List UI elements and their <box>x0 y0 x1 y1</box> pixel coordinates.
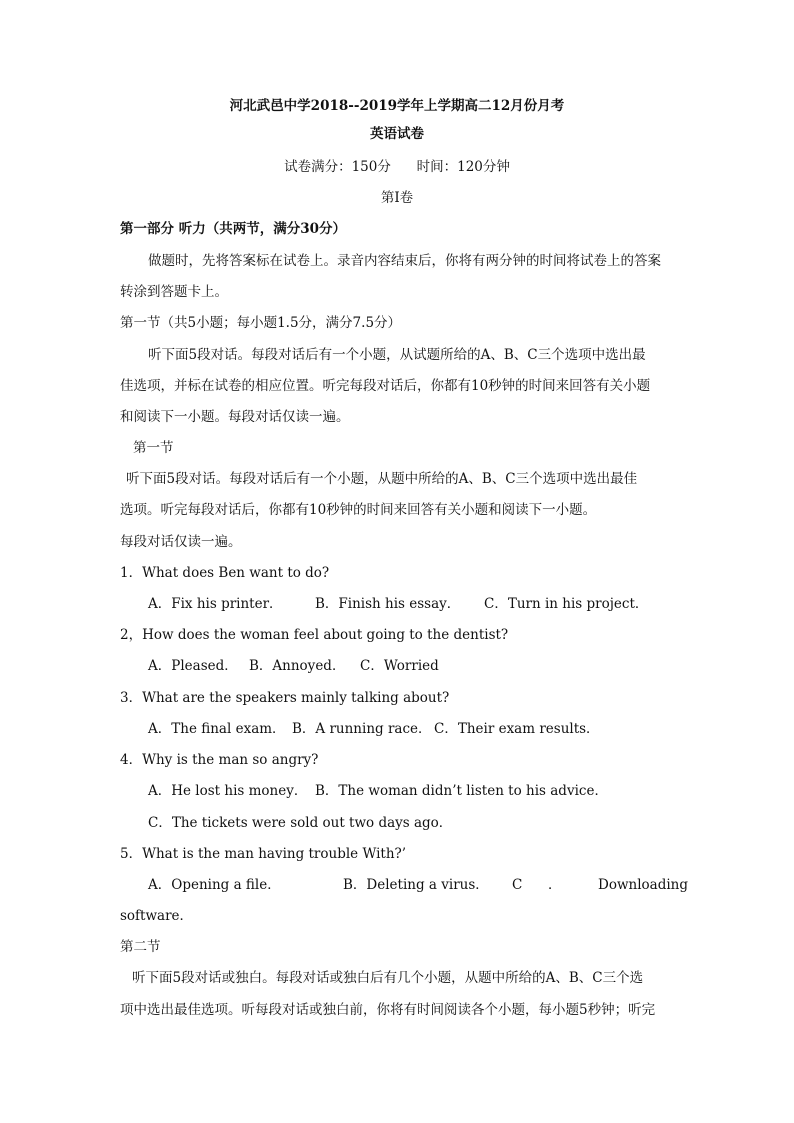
question-4-stem: 4．Why is the man so angry? <box>120 752 319 768</box>
question-5-option-c-letter: C <box>512 877 523 893</box>
question-3-option-a: A．The final exam． <box>148 721 286 737</box>
question-2-option-c: C．Worried <box>360 658 439 674</box>
score-time-line: 试卷满分：150分 时间：120分钟 <box>284 159 510 175</box>
question-4-option-a: A．He lost his money． <box>148 783 308 799</box>
volume-label: 第I卷 <box>380 190 414 206</box>
section1-heading: 第一节（共5小题；每小题1.5分，满分7.5分） <box>120 315 402 331</box>
question-5-option-a: A．Opening a file． <box>148 877 281 893</box>
part1-heading: 第一部分 听力（共两节，满分30分） <box>120 221 346 237</box>
question-4-option-c: C．The tickets were sold out two days ago． <box>148 815 453 831</box>
question-2-stem: 2，How does the woman feel about going to the dentist? <box>120 627 509 643</box>
section1-instr-line-1: 听下面5段对话。每段对话后有一个小题，从试题所给的A、B、C三个选项中选出最 <box>148 347 646 363</box>
question-2-option-b: B．Annoyed． <box>249 658 346 674</box>
part1-intro-line-1: 做题时，先将答案标在试卷上。录音内容结束后，你将有两分钟的时间将试卷上的答案 <box>148 253 661 269</box>
question-1-stem: 1．What does Ben want to do? <box>120 565 330 581</box>
question-5-option-c-continuation: software． <box>120 908 194 924</box>
question-5-option-c-word: Downloading <box>598 877 688 893</box>
section2-instr-line-1: 听下面5段对话或独白。每段对话或独白后有几个小题，从题中所给的A、B、C三个选 <box>132 970 644 986</box>
section1-repeat-line-1: 听下面5段对话。每段对话后有一个小题，从题中所给的A、B、C三个选项中选出最佳 <box>126 471 638 487</box>
question-4-option-b: B．The woman didn’t listen to his advice． <box>315 783 608 799</box>
section1-instr-line-3: 和阅读下一小题。每段对话仅读一遍。 <box>120 409 350 425</box>
question-5-option-b: B．Deleting a virus． <box>343 877 489 893</box>
section2-instr-line-2: 项中选出最佳选项。听每段对话或独白前，你将有时间阅读各个小题，每小题5秒钟；听完 <box>120 1002 656 1018</box>
question-1-option-a: A．Fix his printer． <box>148 596 283 612</box>
section2-heading: 第二节 <box>120 939 161 955</box>
section1-repeat-line-3: 每段对话仅读一遍。 <box>120 534 242 550</box>
question-3-option-c: C．Their exam results． <box>434 721 600 737</box>
section1-instr-line-2: 佳选项，并标在试卷的相应位置。听完每段对话后，你都有10秒钟的时间来回答有关小题 <box>120 378 651 394</box>
question-3-option-b: B．A running race． <box>292 721 432 737</box>
question-1-option-b: B．Finish his essay． <box>315 596 461 612</box>
exam-title: 河北武邑中学2018--2019学年上学期高二12月份月考 <box>229 98 565 114</box>
question-2-option-a: A．Pleased． <box>148 658 238 674</box>
question-5-option-c-dot: ． <box>548 877 562 893</box>
question-5-stem: 5．What is the man having trouble With?’ <box>120 846 407 862</box>
part1-intro-line-2: 转涂到答题卡上。 <box>120 284 228 300</box>
question-1-option-c: C．Turn in his project． <box>484 596 649 612</box>
section1-repeat-heading: 第一节 <box>133 440 174 456</box>
exam-subtitle: 英语试卷 <box>370 126 424 142</box>
question-3-stem: 3．What are the speakers mainly talking about? <box>120 690 450 706</box>
section1-repeat-line-2: 选项。听完每段对话后，你都有10秒钟的时间来回答有关小题和阅读下一小题。 <box>120 502 597 518</box>
